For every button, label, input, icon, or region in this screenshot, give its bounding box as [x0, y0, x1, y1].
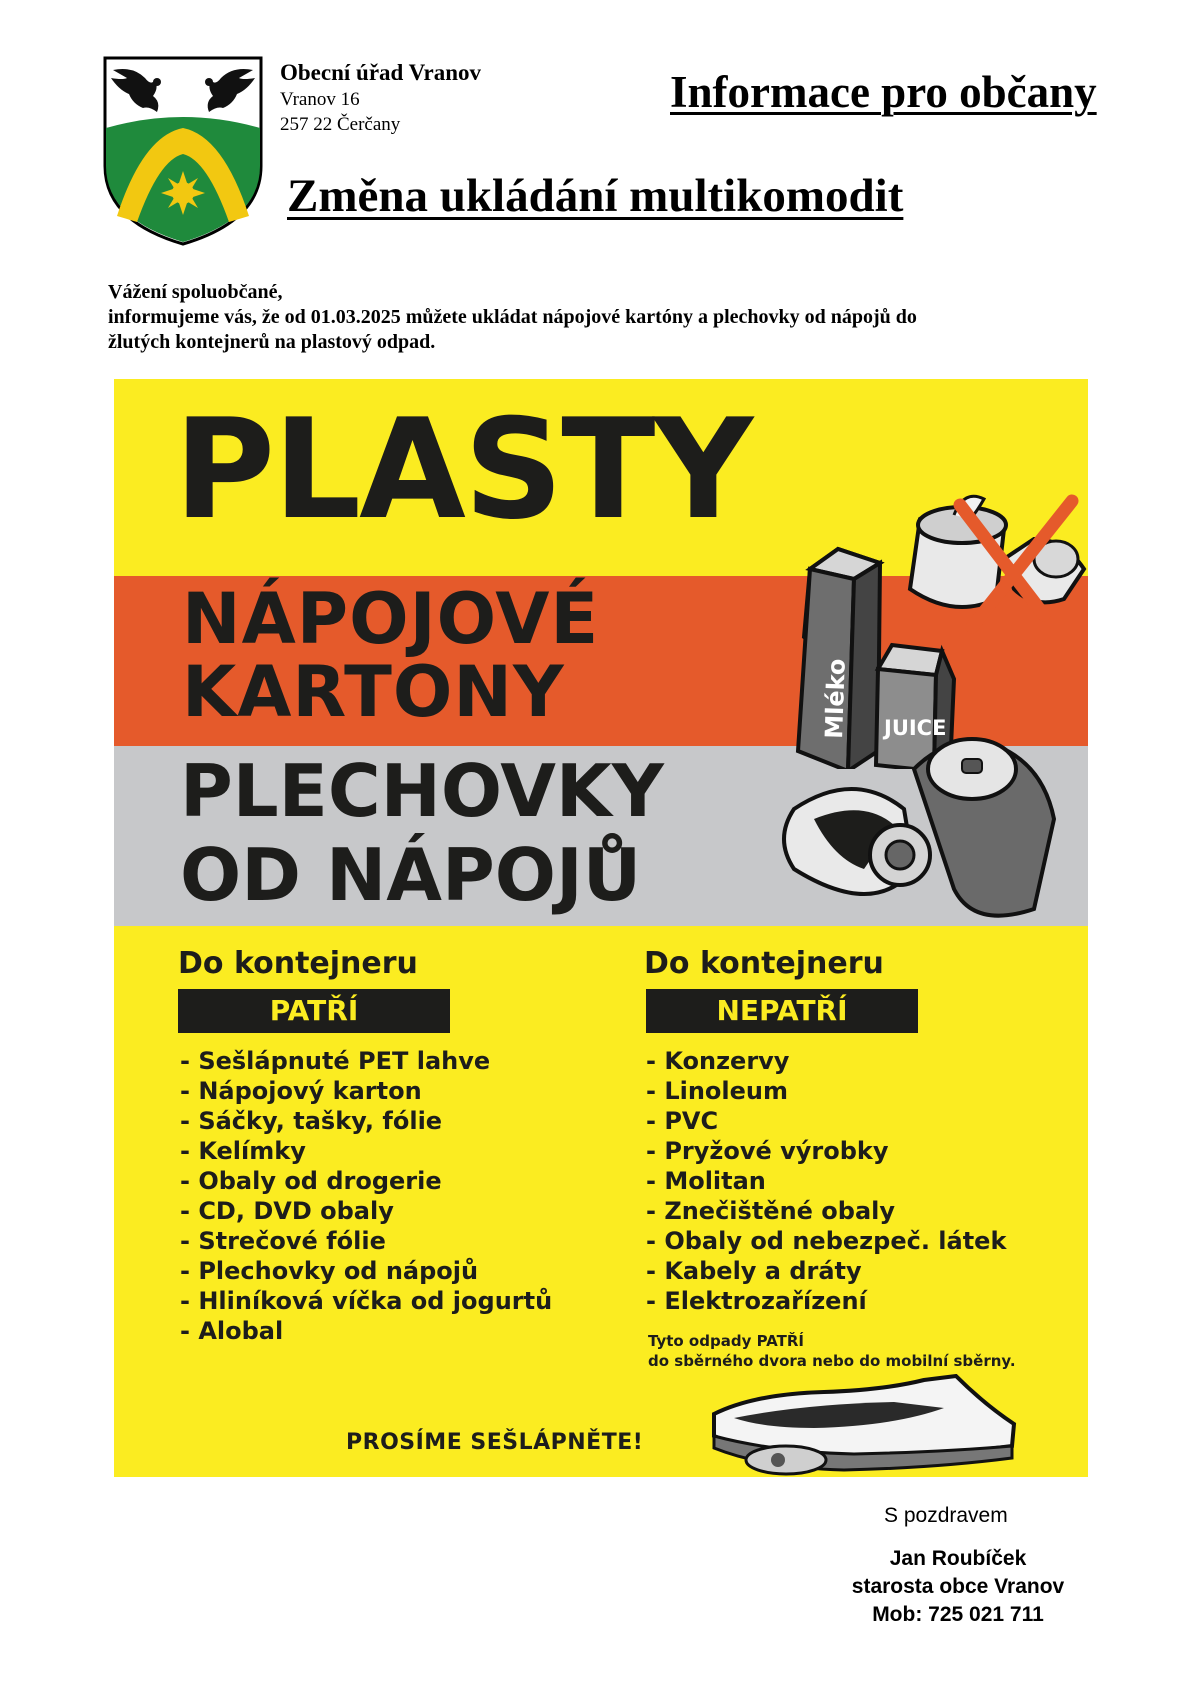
shoe-icon	[694, 1374, 1034, 1477]
recycling-poster	[114, 379, 1088, 1477]
list-item: - Alobal	[180, 1317, 284, 1345]
list-item: - Konzervy	[646, 1047, 790, 1075]
list-item: - Znečištěné obaly	[646, 1197, 896, 1225]
municipal-crest-icon	[103, 56, 263, 246]
office-street: Vranov 16	[280, 89, 360, 110]
list-item: - Obaly od drogerie	[180, 1167, 442, 1195]
office-city: 257 22 Čerčany	[280, 114, 401, 135]
note-line: Tyto odpady PATŘÍ	[648, 1332, 804, 1350]
forbidden-items-list	[646, 1046, 1006, 1316]
list-item: - Kelímky	[180, 1137, 306, 1165]
list-item: - Obaly od nebezpeč. látek	[646, 1227, 1007, 1255]
right-column-heading: Do kontejneru	[644, 946, 884, 981]
list-item: - Kabely a dráty	[646, 1257, 862, 1285]
signer-role: starosta obce Vranov	[851, 1575, 1065, 1598]
belongs-badge: PATŘÍ	[178, 989, 450, 1033]
intro-line: žlutých kontejnerů na plastový odpad.	[108, 331, 436, 353]
list-item: - Strečové fólie	[180, 1227, 386, 1255]
salutation: Vážení spoluobčané,	[108, 281, 283, 303]
list-item: - Elektrozařízení	[646, 1287, 867, 1315]
collection-note	[648, 1331, 1016, 1371]
band-heading: KARTONY	[182, 651, 565, 733]
milk-carton-label: Mléko	[820, 658, 851, 740]
intro-text	[108, 280, 1108, 355]
juice-carton-label: JUICE	[884, 716, 947, 740]
list-item: - Linoleum	[646, 1077, 789, 1105]
office-name: Obecní úřad Vranov	[280, 60, 482, 85]
signer-name: Jan Roubíček	[889, 1547, 1027, 1570]
band-heading: OD NÁPOJŮ	[180, 833, 642, 917]
drink-can-icon	[784, 739, 1054, 916]
closing-greeting: S pozdravem	[884, 1504, 1008, 1527]
list-item: - Plechovky od nápojů	[180, 1257, 479, 1285]
band-heading: NÁPOJOVÉ	[182, 578, 600, 660]
list-item: - PVC	[646, 1107, 719, 1135]
signer-phone: Mob: 725 021 711	[872, 1603, 1044, 1626]
document-title: Změna ukládání multikomodit	[287, 170, 904, 222]
not-belongs-badge: NEPATŘÍ	[646, 989, 918, 1033]
poster-title: PLASTY	[174, 389, 752, 550]
cartons-illustration	[714, 439, 1088, 769]
list-item: - Hliníková víčka od jogurtů	[180, 1287, 553, 1315]
note-line: do sběrného dvora nebo do mobilní sběrny.	[648, 1352, 1016, 1370]
allowed-items-list	[180, 1046, 552, 1346]
list-item: - Nápojový karton	[180, 1077, 422, 1105]
list-item: - Sešlápnuté PET lahve	[180, 1047, 491, 1075]
list-item: - Molitan	[646, 1167, 766, 1195]
intro-line: informujeme vás, že od 01.03.2025 můžete ukládat nápojové kartóny a plechovky od nápojů do	[108, 306, 917, 328]
left-column-heading: Do kontejneru	[178, 946, 418, 981]
band-heading: PLECHOVKY	[180, 749, 664, 833]
cans-illustration	[754, 729, 1088, 929]
crush-request: PROSÍME SEŠLÁPNĚTE!	[346, 1430, 644, 1455]
info-title: Informace pro občany	[670, 67, 1097, 117]
list-item: - Sáčky, tašky, fólie	[180, 1107, 443, 1135]
list-item: - CD, DVD obaly	[180, 1197, 394, 1225]
list-item: - Pryžové výrobky	[646, 1137, 889, 1165]
